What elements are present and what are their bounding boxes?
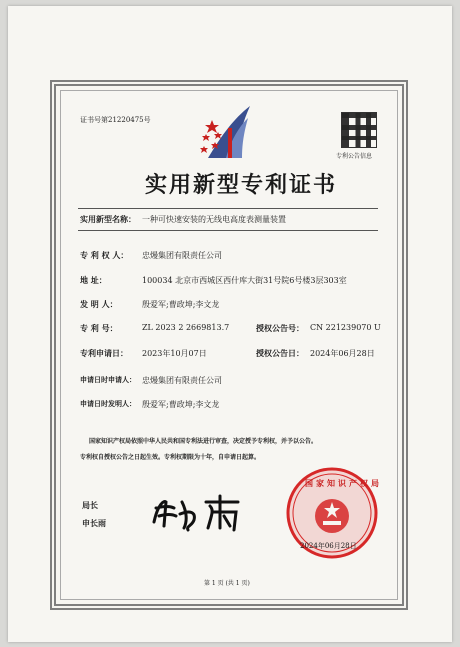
page-footer: 第 1 页 (共 1 页) <box>204 580 250 587</box>
address-value: 100034 北京市西城区西什库大街31号院6号楼3层303室 <box>142 276 347 285</box>
address-label: 地 址： <box>80 275 107 285</box>
inventor-on-filing-label: 申请日时发明人： <box>80 399 136 408</box>
certificate-number: 证书号第21220475号 <box>80 116 151 124</box>
director-signature <box>150 492 245 534</box>
inventor-label: 发 明 人： <box>80 299 118 309</box>
cnipa-logo-icon <box>198 98 258 160</box>
title-divider-bottom <box>78 230 378 231</box>
declaration-line-1: 国家知识产权局依照中华人民共和国专利法进行审查，决定授予专利权，并予以公告。 <box>89 438 318 445</box>
patent-qr-code <box>341 112 377 148</box>
patentee-label: 专 利 权 人： <box>80 250 129 260</box>
declaration-line-2: 专利权自授权公告之日起生效。专利权期限为十年，自申请日起算。 <box>80 454 261 461</box>
grant-announcement-label: 授权公告号： <box>256 323 304 333</box>
grant-date-label: 授权公告日： <box>256 348 304 358</box>
inventor-value: 殷爱军;曹政坤;李文龙 <box>142 300 220 309</box>
signer-name: 申长雨 <box>82 518 106 528</box>
signer-title: 局长 <box>82 500 98 510</box>
patent-number-value: ZL 2023 2 2669813.7 <box>142 323 230 332</box>
filing-date-label: 专利申请日： <box>80 348 128 358</box>
applicant-on-filing-value: 忠熳集团有限责任公司 <box>142 376 222 385</box>
utility-model-name-label: 实用新型名称： <box>80 214 136 224</box>
filing-date-value: 2023年10月07日 <box>142 349 207 358</box>
patent-number-label: 专 利 号： <box>80 323 118 333</box>
grant-announcement-value: CN 221239070 U <box>310 323 381 332</box>
utility-model-name-value: 一种可快速安装的无线电高度表测量装置 <box>142 215 286 224</box>
seal-date: 2024年06月28日 <box>300 542 357 550</box>
inventor-on-filing-value: 殷爱军;曹政坤;李文龙 <box>142 400 220 409</box>
seal-text: 国家知识产权局 <box>305 478 382 488</box>
title-divider-top <box>78 208 378 209</box>
certificate-title: 实用新型专利证书 <box>145 172 338 198</box>
patentee-value: 忠熳集团有限责任公司 <box>142 251 222 260</box>
grant-date-value: 2024年06月28日 <box>310 349 375 358</box>
applicant-on-filing-label: 申请日时申请人： <box>80 375 136 384</box>
qr-caption: 专利公告信息 <box>336 153 373 160</box>
